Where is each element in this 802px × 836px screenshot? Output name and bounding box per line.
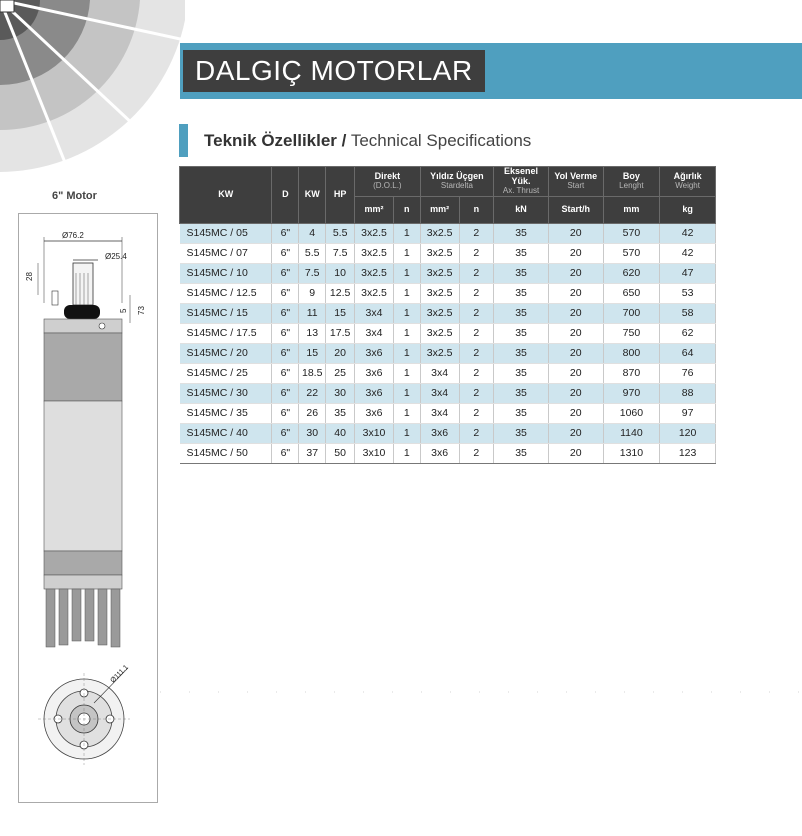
section-accent-bar xyxy=(179,124,188,157)
table-row xyxy=(180,343,716,363)
header-boy-sub: Lenght xyxy=(619,180,644,190)
motor-technical-drawing xyxy=(18,213,158,803)
table-row xyxy=(180,263,716,283)
table-cell: 3x2.5 xyxy=(355,223,394,243)
header-direkt-sub: (D.O.L.) xyxy=(373,180,402,190)
table-cell: 5.5 xyxy=(299,243,326,263)
table-cell: 870 xyxy=(603,363,660,383)
table-cell: 15 xyxy=(326,303,355,323)
table-row xyxy=(180,443,716,463)
dim-h5: 5 xyxy=(119,308,128,313)
table-cell: 25 xyxy=(326,363,355,383)
table-cell: 2 xyxy=(459,223,494,243)
header-agirlik-sub: Weight xyxy=(675,180,700,190)
table-cell: 12.5 xyxy=(326,283,355,303)
table-cell: 35 xyxy=(494,383,549,403)
table-cell-model: S145MC / 35 xyxy=(180,403,272,423)
table-cell: 6" xyxy=(272,343,299,363)
table-cell: 3x2.5 xyxy=(355,263,394,283)
table-cell: 2 xyxy=(459,323,494,343)
table-cell: 123 xyxy=(660,443,716,463)
page-title: DALGIÇ MOTORLAR xyxy=(183,50,485,92)
table-cell: 1 xyxy=(393,263,420,283)
table-cell: 2 xyxy=(459,443,494,463)
table-cell-model: S145MC / 12.5 xyxy=(180,283,272,303)
table-cell-model: S145MC / 50 xyxy=(180,443,272,463)
table-cell: 3x6 xyxy=(355,363,394,383)
table-cell: 3x6 xyxy=(355,343,394,363)
header-mm2-yildiz: mm² xyxy=(420,196,459,223)
table-cell: 35 xyxy=(494,443,549,463)
table-cell: 2 xyxy=(459,423,494,443)
table-cell: 650 xyxy=(603,283,660,303)
header-direkt xyxy=(355,167,421,197)
table-cell: 2 xyxy=(459,383,494,403)
table-cell: 6" xyxy=(272,383,299,403)
table-cell: 3x2.5 xyxy=(355,243,394,263)
table-cell-model: S145MC / 10 xyxy=(180,263,272,283)
table-cell: 570 xyxy=(603,223,660,243)
table-cell-model: S145MC / 20 xyxy=(180,343,272,363)
header-agirlik xyxy=(660,167,716,197)
table-cell: 1 xyxy=(393,223,420,243)
table-cell: 11 xyxy=(299,303,326,323)
table-cell: 1060 xyxy=(603,403,660,423)
table-cell: 3x4 xyxy=(355,323,394,343)
table-cell: 3x4 xyxy=(355,303,394,323)
table-cell: 3x10 xyxy=(355,443,394,463)
table-cell: 20 xyxy=(548,423,603,443)
table-cell: 5.5 xyxy=(326,223,355,243)
table-cell: 20 xyxy=(548,403,603,423)
table-cell: 3x2.5 xyxy=(420,223,459,243)
header-eksenel-sub: Ax. Thrust xyxy=(502,185,540,195)
table-cell: 3x2.5 xyxy=(420,283,459,303)
table-cell: 1 xyxy=(393,423,420,443)
header-eksenel-label: Eksenel Yük. xyxy=(504,166,539,186)
table-cell: 1140 xyxy=(603,423,660,443)
table-cell: 570 xyxy=(603,243,660,263)
table-cell-model: S145MC / 07 xyxy=(180,243,272,263)
table-cell: 6" xyxy=(272,443,299,463)
table-cell: 20 xyxy=(548,243,603,263)
table-cell: 3x2.5 xyxy=(420,343,459,363)
table-cell: 620 xyxy=(603,263,660,283)
table-cell: 35 xyxy=(494,303,549,323)
table-cell: 20 xyxy=(326,343,355,363)
table-cell: 7.5 xyxy=(299,263,326,283)
table-cell: 4 xyxy=(299,223,326,243)
table-cell: 2 xyxy=(459,283,494,303)
table-cell: 76 xyxy=(660,363,716,383)
table-cell: 42 xyxy=(660,243,716,263)
dim-h28: 28 xyxy=(25,272,34,281)
dim-flange: Ø111.1 xyxy=(109,663,130,685)
table-row xyxy=(180,383,716,403)
table-cell: 35 xyxy=(494,223,549,243)
table-cell: 1 xyxy=(393,383,420,403)
table-row xyxy=(180,243,716,263)
table-cell: 13 xyxy=(299,323,326,343)
header-kw-model: KW xyxy=(180,167,272,224)
table-cell: 3x6 xyxy=(355,383,394,403)
table-cell-model: S145MC / 25 xyxy=(180,363,272,383)
table-cell-model: S145MC / 15 xyxy=(180,303,272,323)
table-cell: 42 xyxy=(660,223,716,243)
table-cell: 35 xyxy=(494,423,549,443)
table-cell: 88 xyxy=(660,383,716,403)
table-cell: 750 xyxy=(603,323,660,343)
table-cell: 6" xyxy=(272,243,299,263)
table-cell: 20 xyxy=(548,343,603,363)
spec-table xyxy=(179,166,716,464)
table-cell: 35 xyxy=(494,363,549,383)
header-yildiz xyxy=(420,167,494,197)
table-cell: 3x2.5 xyxy=(420,303,459,323)
header-yol-sub: Start xyxy=(567,180,585,190)
table-cell: 1 xyxy=(393,343,420,363)
table-cell: 2 xyxy=(459,263,494,283)
table-cell: 20 xyxy=(548,283,603,303)
table-cell: 20 xyxy=(548,443,603,463)
table-cell: 1 xyxy=(393,243,420,263)
dim-h73: 73 xyxy=(137,306,146,315)
header-mm2-direkt: mm² xyxy=(355,196,394,223)
header-yol xyxy=(548,167,603,197)
dotted-separator xyxy=(160,691,800,693)
table-cell: 35 xyxy=(494,283,549,303)
table-cell-model: S145MC / 05 xyxy=(180,223,272,243)
table-cell: 6" xyxy=(272,283,299,303)
table-cell: 3x6 xyxy=(420,443,459,463)
header-agirlik-label: Ağırlık xyxy=(673,170,702,181)
table-cell: 1 xyxy=(393,363,420,383)
table-cell: 53 xyxy=(660,283,716,303)
table-row xyxy=(180,283,716,303)
table-cell: 1 xyxy=(393,443,420,463)
table-cell: 6" xyxy=(272,323,299,343)
table-cell: 7.5 xyxy=(326,243,355,263)
table-cell: 47 xyxy=(660,263,716,283)
table-cell: 26 xyxy=(299,403,326,423)
decorative-arc-graphic xyxy=(0,0,185,175)
header-kn: kN xyxy=(494,196,549,223)
table-cell: 1 xyxy=(393,403,420,423)
table-cell: 30 xyxy=(326,383,355,403)
section-title xyxy=(204,131,531,151)
table-cell: 20 xyxy=(548,363,603,383)
table-cell: 22 xyxy=(299,383,326,403)
table-cell: 20 xyxy=(548,263,603,283)
table-row xyxy=(180,323,716,343)
table-row xyxy=(180,303,716,323)
table-cell: 35 xyxy=(494,263,549,283)
table-cell: 35 xyxy=(326,403,355,423)
table-cell: 3x10 xyxy=(355,423,394,443)
header-hp: HP xyxy=(326,167,355,224)
table-cell: 1 xyxy=(393,303,420,323)
table-cell: 700 xyxy=(603,303,660,323)
table-cell: 15 xyxy=(299,343,326,363)
table-cell: 2 xyxy=(459,403,494,423)
table-cell: 1 xyxy=(393,283,420,303)
table-cell: 18.5 xyxy=(299,363,326,383)
header-eksenel xyxy=(494,167,549,197)
table-cell-model: S145MC / 30 xyxy=(180,383,272,403)
table-cell: 2 xyxy=(459,243,494,263)
table-cell: 20 xyxy=(548,383,603,403)
table-cell: 3x4 xyxy=(420,363,459,383)
table-cell-model: S145MC / 17.5 xyxy=(180,323,272,343)
table-cell: 37 xyxy=(299,443,326,463)
table-row xyxy=(180,403,716,423)
section-title-en: Technical Specifications xyxy=(350,131,532,150)
table-cell: 2 xyxy=(459,363,494,383)
table-cell: 3x2.5 xyxy=(420,243,459,263)
motor-label: 6" Motor xyxy=(52,190,97,202)
table-cell: 20 xyxy=(548,303,603,323)
table-cell: 800 xyxy=(603,343,660,363)
table-cell: 3x2.5 xyxy=(420,323,459,343)
table-cell: 10 xyxy=(326,263,355,283)
table-cell: 40 xyxy=(326,423,355,443)
table-cell: 64 xyxy=(660,343,716,363)
header-boy xyxy=(603,167,660,197)
table-cell: 35 xyxy=(494,323,549,343)
table-cell: 35 xyxy=(494,343,549,363)
header-yildiz-label: Yıldız Üçgen xyxy=(430,170,484,181)
header-d: D xyxy=(272,167,299,224)
table-cell: 3x6 xyxy=(355,403,394,423)
table-cell: 3x6 xyxy=(420,423,459,443)
section-title-separator: / xyxy=(341,131,347,150)
table-cell: 120 xyxy=(660,423,716,443)
table-cell: 97 xyxy=(660,403,716,423)
table-cell: 50 xyxy=(326,443,355,463)
table-cell: 20 xyxy=(548,323,603,343)
header-kw: KW xyxy=(299,167,326,224)
table-cell: 20 xyxy=(548,223,603,243)
header-yol-label: Yol Verme xyxy=(554,170,598,181)
section-title-tr: Teknik Özellikler xyxy=(204,131,337,150)
table-cell: 62 xyxy=(660,323,716,343)
spec-table-body xyxy=(180,223,716,463)
dim-d2: Ø25.4 xyxy=(105,252,127,261)
table-row xyxy=(180,363,716,383)
table-cell: 6" xyxy=(272,303,299,323)
header-mm: mm xyxy=(603,196,660,223)
table-cell-model: S145MC / 40 xyxy=(180,423,272,443)
table-cell: 2 xyxy=(459,343,494,363)
table-row xyxy=(180,423,716,443)
header-boy-label: Boy xyxy=(622,170,640,181)
table-cell: 2 xyxy=(459,303,494,323)
table-cell: 970 xyxy=(603,383,660,403)
table-cell: 17.5 xyxy=(326,323,355,343)
header-n-yildiz: n xyxy=(459,196,494,223)
table-cell: 3x2.5 xyxy=(420,263,459,283)
table-cell: 3x4 xyxy=(420,403,459,423)
header-n-direkt: n xyxy=(393,196,420,223)
table-cell: 6" xyxy=(272,263,299,283)
table-cell: 6" xyxy=(272,223,299,243)
table-cell: 9 xyxy=(299,283,326,303)
table-row xyxy=(180,223,716,243)
table-cell: 35 xyxy=(494,243,549,263)
header-yildiz-sub: Stardelta xyxy=(440,180,473,190)
table-cell: 6" xyxy=(272,403,299,423)
dim-d1: Ø76.2 xyxy=(62,231,84,240)
table-cell: 30 xyxy=(299,423,326,443)
header-direkt-label: Direkt xyxy=(374,170,401,181)
table-cell: 35 xyxy=(494,403,549,423)
table-cell: 1310 xyxy=(603,443,660,463)
table-cell: 1 xyxy=(393,323,420,343)
table-cell: 6" xyxy=(272,423,299,443)
table-cell: 3x2.5 xyxy=(355,283,394,303)
header-kg: kg xyxy=(660,196,716,223)
header-start-h: Start/h xyxy=(548,196,603,223)
table-cell: 6" xyxy=(272,363,299,383)
table-cell: 58 xyxy=(660,303,716,323)
table-cell: 3x4 xyxy=(420,383,459,403)
